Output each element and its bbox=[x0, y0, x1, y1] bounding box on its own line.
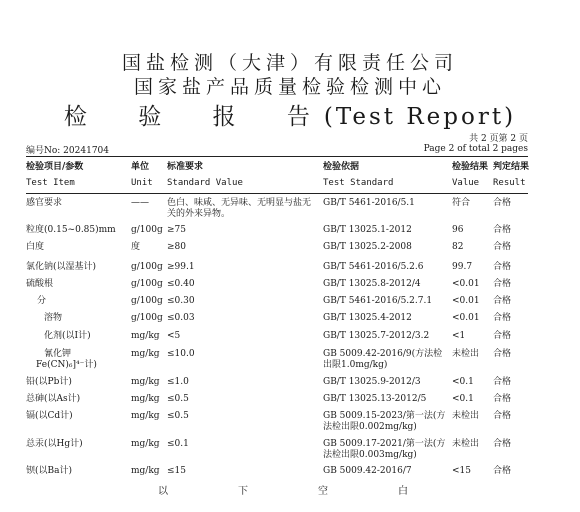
row-result: 合格 bbox=[493, 279, 512, 289]
row-method: GB/T 13025.7-2012/3.2 bbox=[323, 331, 430, 341]
row-standard: ≥75 bbox=[167, 225, 186, 235]
row-unit: —— bbox=[131, 198, 149, 208]
row-unit: g/100g bbox=[131, 262, 163, 272]
row-unit: g/100g bbox=[131, 279, 163, 289]
row-result: 合格 bbox=[493, 439, 512, 449]
row-standard: ≤0.40 bbox=[167, 279, 195, 289]
row-value: 未检出 bbox=[452, 411, 480, 421]
page-count-en: Page 2 of total 2 pages bbox=[423, 144, 528, 154]
row-unit: 度 bbox=[131, 242, 141, 252]
row-unit: mg/kg bbox=[131, 394, 160, 404]
row-standard: ≤15 bbox=[167, 466, 186, 476]
row-value: <1 bbox=[452, 331, 466, 341]
row-standard: ≤0.5 bbox=[167, 394, 189, 404]
row-result: 合格 bbox=[493, 377, 512, 387]
row-item: 铅(以Pb计) bbox=[26, 377, 72, 387]
row-standard: ≤0.5 bbox=[167, 411, 189, 421]
row-item: 总汞(以Hg计) bbox=[26, 439, 83, 449]
row-unit: mg/kg bbox=[131, 411, 160, 421]
row-value: 未检出 bbox=[452, 439, 480, 449]
row-method: GB/T 13025.8-2012/4 bbox=[323, 279, 421, 289]
row-value: 99.7 bbox=[452, 262, 473, 272]
row-item: 钡(以Ba计) bbox=[26, 466, 73, 476]
row-standard: ≥99.1 bbox=[167, 262, 195, 272]
row-standard: ≥80 bbox=[167, 242, 186, 252]
top-rule bbox=[26, 156, 528, 157]
row-method: GB/T 13025.1-2012 bbox=[323, 225, 412, 235]
row-standard: ≤0.1 bbox=[167, 439, 189, 449]
row-unit: mg/kg bbox=[131, 439, 160, 449]
row-result: 合格 bbox=[493, 394, 512, 404]
blank-below-char: 下 bbox=[238, 486, 248, 497]
row-unit: mg/kg bbox=[131, 466, 160, 476]
row-unit: mg/kg bbox=[131, 331, 160, 341]
col-header-item-cn: 检验项目/参数 bbox=[26, 162, 84, 172]
row-result: 合格 bbox=[493, 225, 512, 235]
row-method: GB 5009.42-2016/7 bbox=[323, 466, 412, 476]
row-method: GB 5009.42-2016/9(方法检出限1.0mg/kg) bbox=[323, 349, 443, 370]
col-header-item-en: Test Item bbox=[26, 178, 75, 188]
row-unit: g/100g bbox=[131, 313, 163, 323]
row-standard: ≤0.03 bbox=[167, 313, 195, 323]
row-value: <0.1 bbox=[452, 394, 474, 404]
col-header-method-cn: 检验依据 bbox=[323, 162, 360, 172]
row-method: GB/T 5461-2016/5.2.6 bbox=[323, 262, 424, 272]
blank-below-char: 空 bbox=[318, 486, 328, 497]
row-result: 合格 bbox=[493, 242, 512, 252]
row-method: GB/T 5461-2016/5.2.7.1 bbox=[323, 296, 433, 306]
row-item: 粒度(0.15~0.85)mm bbox=[26, 225, 116, 235]
row-method: GB/T 13025.4-2012 bbox=[323, 313, 412, 323]
row-value: 82 bbox=[452, 242, 464, 252]
row-result: 合格 bbox=[493, 331, 512, 341]
row-item: 硫酸根 bbox=[26, 279, 54, 289]
row-method: GB 5009.17-2021/第一法(方法检出限0.003mg/kg) bbox=[323, 439, 446, 460]
row-unit: g/100g bbox=[131, 296, 163, 306]
header-rule bbox=[26, 193, 528, 194]
row-result: 合格 bbox=[493, 198, 512, 208]
blank-below-char: 白 bbox=[398, 486, 408, 497]
row-item: 总砷(以As计) bbox=[26, 394, 81, 404]
row-result: 合格 bbox=[493, 296, 512, 306]
report-title bbox=[0, 98, 580, 131]
row-item: 氯化钠(以湿基计) bbox=[26, 262, 97, 272]
row-value: 96 bbox=[452, 225, 464, 235]
row-value: 符合 bbox=[452, 198, 471, 208]
row-standard: 色白、味咸、无异味、无明显与盐无关的外来异物。 bbox=[167, 198, 312, 219]
company-name: 国盐检测（大津）有限责任公司 bbox=[121, 52, 458, 74]
col-header-value-en: Value bbox=[452, 178, 480, 188]
col-header-unit-en: Unit bbox=[131, 178, 153, 188]
row-result: 合格 bbox=[493, 349, 512, 359]
blank-below-char: 以 bbox=[158, 486, 168, 497]
row-result: 合格 bbox=[493, 411, 512, 421]
row-item: 镉(以Cd计) bbox=[26, 411, 73, 421]
row-method: GB/T 13025.9-2012/3 bbox=[323, 377, 421, 387]
row-unit: mg/kg bbox=[131, 377, 160, 387]
row-value: <0.01 bbox=[452, 296, 480, 306]
report-title-en: (Test Report) bbox=[323, 104, 517, 130]
row-result: 合格 bbox=[493, 313, 512, 323]
row-item: 感官要求 bbox=[26, 198, 63, 208]
row-value: 未检出 bbox=[452, 349, 480, 359]
col-header-unit-cn: 单位 bbox=[131, 162, 150, 172]
row-item: 溶物 bbox=[44, 313, 63, 323]
row-result: 合格 bbox=[493, 262, 512, 272]
row-standard: ≤0.30 bbox=[167, 296, 195, 306]
row-value: <0.01 bbox=[452, 313, 480, 323]
col-header-result-en: Result bbox=[493, 178, 526, 188]
center-name: 国家盐产品质量检验检测中心 bbox=[133, 76, 446, 98]
row-standard: ≤1.0 bbox=[167, 377, 189, 387]
row-standard: <5 bbox=[167, 331, 181, 341]
row-result: 合格 bbox=[493, 466, 512, 476]
row-method: GB/T 13025.2-2008 bbox=[323, 242, 412, 252]
col-header-std-en: Standard Value bbox=[167, 178, 243, 188]
row-method: GB/T 13025.13-2012/5 bbox=[323, 394, 427, 404]
col-header-value-cn: 检验结果 bbox=[452, 162, 489, 172]
row-item: 氰化钾 bbox=[44, 349, 72, 359]
row-standard: ≤10.0 bbox=[167, 349, 195, 359]
row-method: GB 5009.15-2023/第一法(方法检出限0.002mg/kg) bbox=[323, 411, 446, 432]
report-title-cn: 检 验 报 告 bbox=[63, 104, 332, 130]
col-header-method-en: Test Standard bbox=[323, 178, 394, 188]
page-count-cn: 共 2 页第 2 页 bbox=[469, 134, 528, 144]
row-item: 化剂(以I计) bbox=[44, 331, 91, 341]
row-value: <0.01 bbox=[452, 279, 480, 289]
col-header-result-cn: 判定结果 bbox=[493, 162, 530, 172]
row-item-line2: Fe(CN)₆]⁴⁻计) bbox=[36, 360, 97, 370]
row-item: 白度 bbox=[26, 242, 45, 252]
report-number: 编号No: 20241704 bbox=[26, 146, 109, 156]
row-method: GB/T 5461-2016/5.1 bbox=[323, 198, 415, 208]
row-unit: mg/kg bbox=[131, 349, 160, 359]
row-value: <0.1 bbox=[452, 377, 474, 387]
col-header-std-cn: 标准要求 bbox=[167, 162, 204, 172]
row-item: 分 bbox=[37, 296, 47, 306]
row-unit: g/100g bbox=[131, 225, 163, 235]
row-value: <15 bbox=[452, 466, 471, 476]
